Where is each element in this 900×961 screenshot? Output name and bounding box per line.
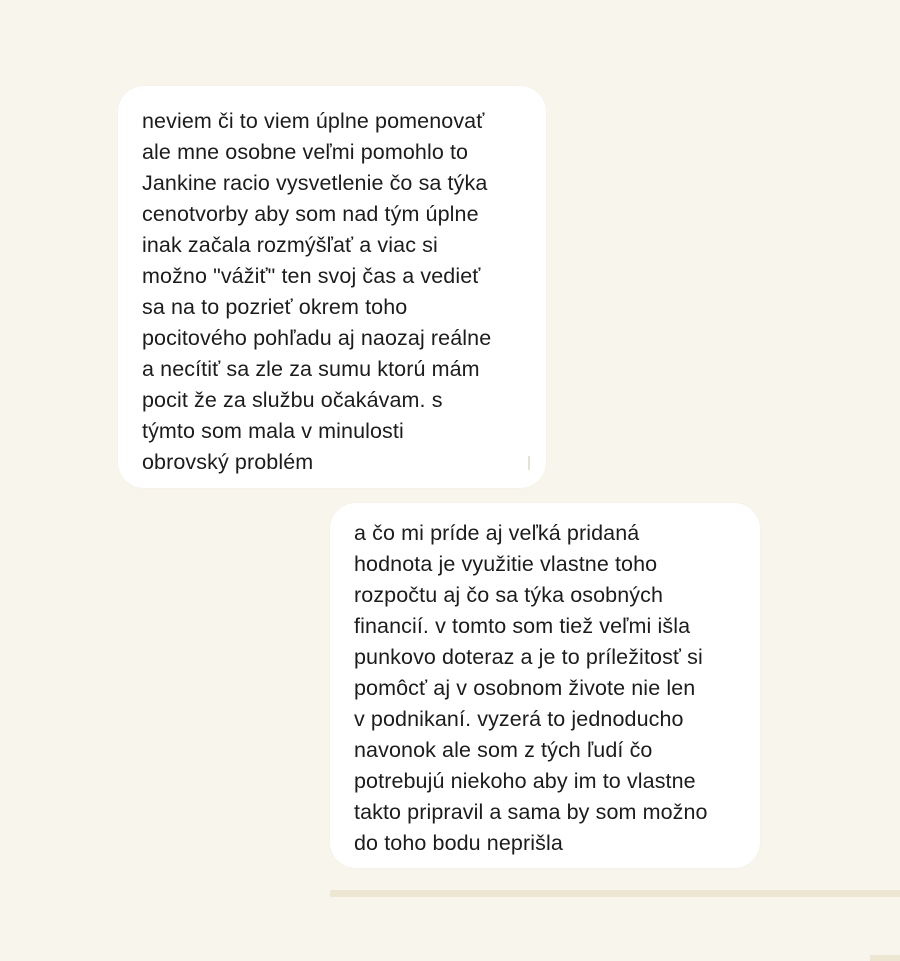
message-line: takto pripravil a sama by som možno xyxy=(354,800,708,824)
message-line: pomôcť aj v osobnom živote nie len xyxy=(354,676,696,700)
message-line: hodnota je využitie vlastne toho xyxy=(354,552,658,576)
message-line: Jankine racio vysvetlenie čo sa týka xyxy=(142,171,488,195)
message-line: potrebujú niekoho aby im to vlastne xyxy=(354,769,696,793)
divider xyxy=(330,890,900,897)
message-line: neviem či to viem úplne pomenovať xyxy=(142,109,485,133)
message-line: inak začala rozmýšľať a viac si xyxy=(142,233,438,257)
message-line: financií. v tomto som tiež veľmi išla xyxy=(354,614,691,638)
message-line: týmto som mala v minulosti xyxy=(142,419,404,443)
message-line: ale mne osobne veľmi pomohlo to xyxy=(142,140,469,164)
message-line: sa na to pozrieť okrem toho xyxy=(142,295,408,319)
message-bubble-1[interactable] xyxy=(118,86,546,488)
message-line: a čo mi príde aj veľká pridaná xyxy=(354,521,640,545)
message-line: cenotvorby aby som nad tým úplne xyxy=(142,202,479,226)
message-line: punkovo doteraz a je to príležitosť si xyxy=(354,645,703,669)
message-line: rozpočtu aj čo sa týka osobných xyxy=(354,583,664,607)
message-line: a necítiť sa zle za sumu ktorú mám xyxy=(142,357,480,381)
message-bubble-2[interactable] xyxy=(330,503,760,868)
scroll-indicator xyxy=(528,456,530,470)
message-line: možno "vážiť" ten svoj čas a vedieť xyxy=(142,264,481,288)
message-line: obrovský problém xyxy=(142,450,314,474)
message-line: pocit že za službu očakávam. s xyxy=(142,388,443,412)
message-line: v podnikaní. vyzerá to jednoducho xyxy=(354,707,684,731)
message-line: do toho bodu neprišla xyxy=(354,831,563,855)
message-line: navonok ale som z tých ľudí čo xyxy=(354,738,653,762)
message-line: pocitového pohľadu aj naozaj reálne xyxy=(142,326,492,350)
corner-strip xyxy=(870,955,900,961)
